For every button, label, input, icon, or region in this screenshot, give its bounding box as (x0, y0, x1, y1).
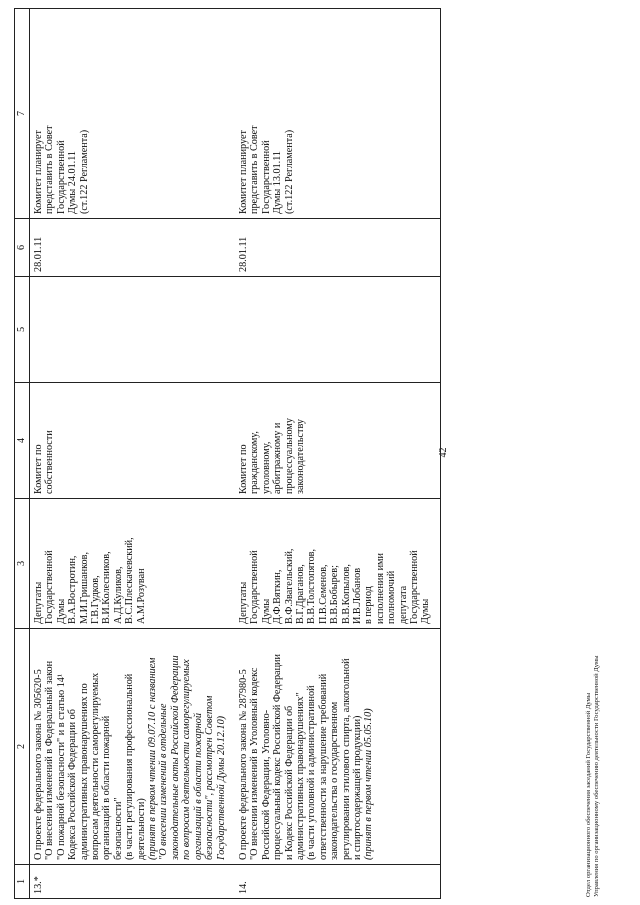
bill-line: административных правонарушениях по (78, 683, 90, 860)
bill-line: регулировании этилового спирта, алкогольной (340, 658, 352, 860)
table-row (235, 9, 440, 899)
bill-line: "О внесении изменений в отдельные (158, 703, 170, 860)
bill-line: процессуальный кодекс Российской Федерации (272, 654, 284, 860)
author-line: В.В.Бобырев; (329, 565, 341, 624)
header-row (15, 9, 30, 899)
committee-line: процессуальному (283, 418, 295, 494)
author-line: депутата (397, 585, 409, 624)
bill-line: (в части уголовной и административной (306, 685, 318, 860)
table-row (30, 9, 235, 899)
bill-line: ответственности за нарушение требований (317, 673, 329, 860)
author-line: Депутаты (237, 581, 249, 624)
author-line: Г.В.Гудков, (90, 575, 102, 624)
committee-line: Комитет по (33, 444, 44, 494)
column-header: 6 (15, 219, 30, 277)
bill-line: (принят в первом чтении 09.07.10 с названием (147, 657, 159, 860)
bill-line: Кодекса Российской Федерации об (67, 709, 79, 860)
date-cell (235, 219, 440, 277)
author-line: Государственной (249, 550, 261, 624)
note-line: Государственной (260, 140, 272, 214)
bill-line: (принят в первом чтении 05.05.10) (363, 708, 375, 860)
author-line: Думы (260, 598, 272, 624)
note-line: Комитет планирует (237, 130, 249, 214)
author-line: П.В.Семенов, (317, 564, 329, 624)
footer-line: Управления по организационному обеспечению деятельности Государственной Думы (593, 655, 600, 897)
bill-description (235, 629, 440, 865)
bill-line: вопросам деятельности саморегулируемых (90, 672, 102, 860)
bill-line: (в части регулирования профессиональной (124, 673, 136, 860)
bill-line: безопасности" (112, 797, 124, 860)
author-line: В.Г.Драганов, (294, 564, 306, 624)
note-line: Комитет планирует (33, 130, 44, 214)
author-line: Д.Ф.Вяткин, (272, 569, 284, 624)
author-line: в период (363, 586, 375, 624)
bill-line: О проекте федерального закона № 287980-5 (237, 669, 249, 860)
note-line: Думы 13.01.11 (272, 150, 284, 214)
footer-line: Отдел организационного обеспечения заседаний Государственной Думы (585, 692, 592, 897)
column-5-cell (235, 277, 440, 383)
column-header: 5 (15, 277, 30, 383)
bill-line: по вопросам деятельности саморегулируемых (181, 659, 193, 860)
column-header: 3 (15, 499, 30, 629)
row-number (30, 865, 235, 899)
column-5-cell (30, 277, 235, 383)
author-line: В.Ф.Звагельский, (283, 548, 295, 624)
date-text: 28.01.11 (237, 236, 249, 272)
note-line: представить в Совет (249, 125, 261, 214)
date-cell (30, 219, 235, 277)
bill-description (30, 629, 235, 865)
agenda-table (14, 8, 441, 899)
author-line: И.В.Лобанов (351, 567, 363, 624)
author-line: Думы (420, 598, 432, 624)
author-line: Думы (55, 598, 67, 624)
page-number: 42 (438, 447, 449, 458)
author-line: В.С.Плескачевский, (124, 537, 136, 624)
note-line: представить в Совет (44, 125, 56, 214)
note-cell (235, 9, 440, 219)
row-number-text: 13.* (33, 876, 44, 894)
author-line: В.И.Колесников, (101, 551, 113, 624)
bill-line: законодательства о государственном (329, 701, 341, 860)
bill-line: административных правонарушениях" (294, 692, 306, 860)
committee-line: Комитет по (237, 444, 249, 494)
bill-line: безопасности", рассмотрен Советом (204, 695, 216, 860)
note-line: Думы 24.01.11 (67, 150, 79, 214)
author-line: Государственной (44, 550, 56, 624)
bill-line: законодательные акты Российской Федерации (169, 655, 181, 860)
responsible-committee (235, 383, 440, 499)
bill-line: деятельности) (135, 798, 147, 860)
note-line: (ст.122 Регламента) (283, 129, 295, 214)
author-line: А.М.Розуван (135, 568, 147, 624)
author-line: исполнения ими (374, 553, 386, 624)
responsible-committee (30, 383, 235, 499)
bill-line: и Кодекс Российской Федерации об (283, 705, 295, 860)
committee-line: арбитражному и (272, 422, 284, 494)
note-line: (ст.122 Регламента) (78, 129, 90, 214)
bill-line: "О внесении изменений в Федеральный закон (44, 660, 56, 860)
column-header: 1 (15, 865, 30, 899)
author-line: В.В.Толстопятов, (306, 548, 318, 624)
committee-line: уголовному, (260, 441, 272, 494)
note-cell (30, 9, 235, 219)
column-header: 7 (15, 9, 30, 219)
author-line: В.А.Востротин, (67, 555, 79, 624)
author-line: В.В.Копылов, (340, 564, 352, 624)
footer (585, 655, 601, 897)
bill-line: О проекте федерального закона № 305620-5 (33, 669, 44, 860)
note-line: Государственной (55, 140, 67, 214)
author-line: М.И.Гришанков, (78, 551, 90, 624)
bill-line: и спиртосодержащей продукции) (351, 715, 363, 860)
author-line: Государственной (409, 550, 420, 624)
author-line: полномочий (386, 570, 398, 624)
row-number (235, 865, 440, 899)
author-line: Депутаты (33, 581, 44, 624)
bill-authors (30, 499, 235, 629)
committee-line: законодательству (294, 419, 306, 494)
committee-line: собственности (44, 430, 56, 494)
date-text: 28.01.11 (33, 236, 44, 272)
bill-line: организаций в области пожарной (192, 713, 204, 860)
bill-authors (235, 499, 440, 629)
author-line: А.Д.Куликов, (112, 566, 124, 624)
column-header: 4 (15, 383, 30, 499)
column-header: 2 (15, 629, 30, 865)
bill-line: "О пожарной безопасности" и в статью 14¹ (55, 674, 67, 860)
bill-line: Государственной Думы 20.12.10) (215, 715, 227, 860)
committee-line: гражданскому, (249, 431, 261, 494)
bill-line: организаций в области пожарной (101, 715, 113, 860)
bill-line: Российской Федерации, Уголовно- (260, 709, 272, 860)
bill-line: "О внесении изменений в Уголовный кодекс (249, 667, 261, 860)
row-number-text: 14. (237, 881, 249, 894)
